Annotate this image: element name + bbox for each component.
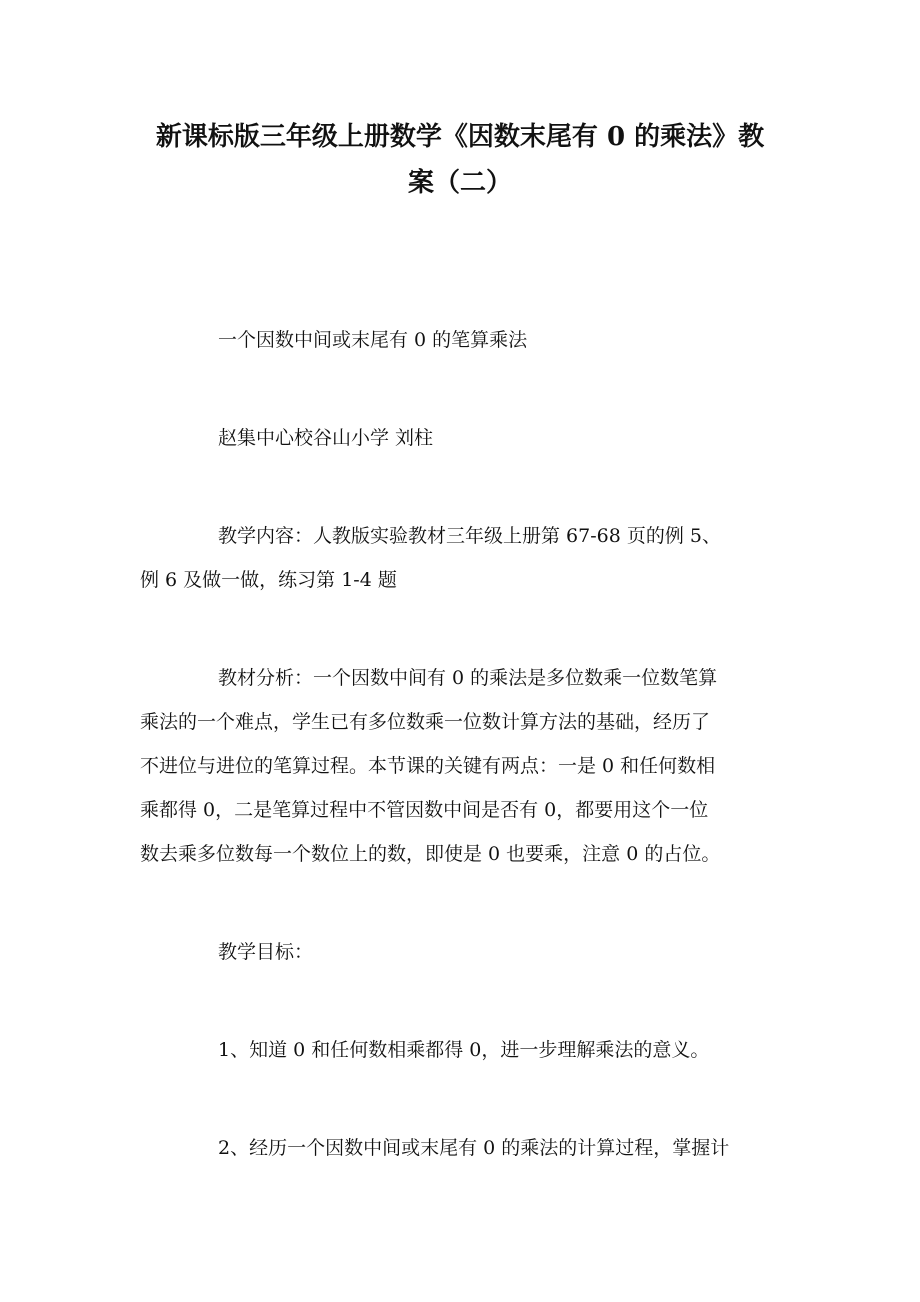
paragraph-line: 例 6 及做一做，练习第 1-4 题 [140,569,397,591]
paragraph-line: 乘法的一个难点，学生已有多位数乘一位数计算方法的基础，经历了 [140,711,711,733]
paragraph-line: 一个因数中间或末尾有 0 的笔算乘法 [218,329,528,351]
paragraph-line: 赵集中心校谷山小学 刘柱 [218,427,434,449]
paragraph [140,514,820,602]
paragraph-line: 教学目标： [218,941,314,963]
paragraph [140,318,820,362]
paragraph-line: 2、经历一个因数中间或末尾有 0 的乘法的计算过程，掌握计 [218,1137,730,1159]
title-line-1: 新课标版三年级上册数学《因数末尾有 0 的乘法》教 [155,122,765,152]
paragraph [140,416,820,460]
paragraph-line: 教学内容：人教版实验教材三年级上册第 67-68 页的例 5、 [218,525,721,547]
paragraph-line: 不进位与进位的笔算过程。本节课的关键有两点：一是 0 和任何数相 [140,755,716,777]
paragraph [140,930,820,974]
title-line-2: 案（二） [407,168,512,198]
paragraph-line: 1、知道 0 和任何数相乘都得 0，进一步理解乘法的意义。 [218,1039,710,1061]
paragraph-line: 教材分析：一个因数中间有 0 的乘法是多位数乘一位数笔算 [218,667,718,689]
paragraph-line: 乘都得 0，二是笔算过程中不管因数中间是否有 0，都要用这个一位 [140,799,709,821]
paragraph [140,1028,820,1072]
document-body [140,318,820,1224]
paragraph [140,656,820,876]
document-title [120,114,800,206]
paragraph [140,1126,820,1170]
paragraph-line: 数去乘多位数每一个数位上的数，即使是 0 也要乘，注意 0 的占位。 [140,843,721,865]
